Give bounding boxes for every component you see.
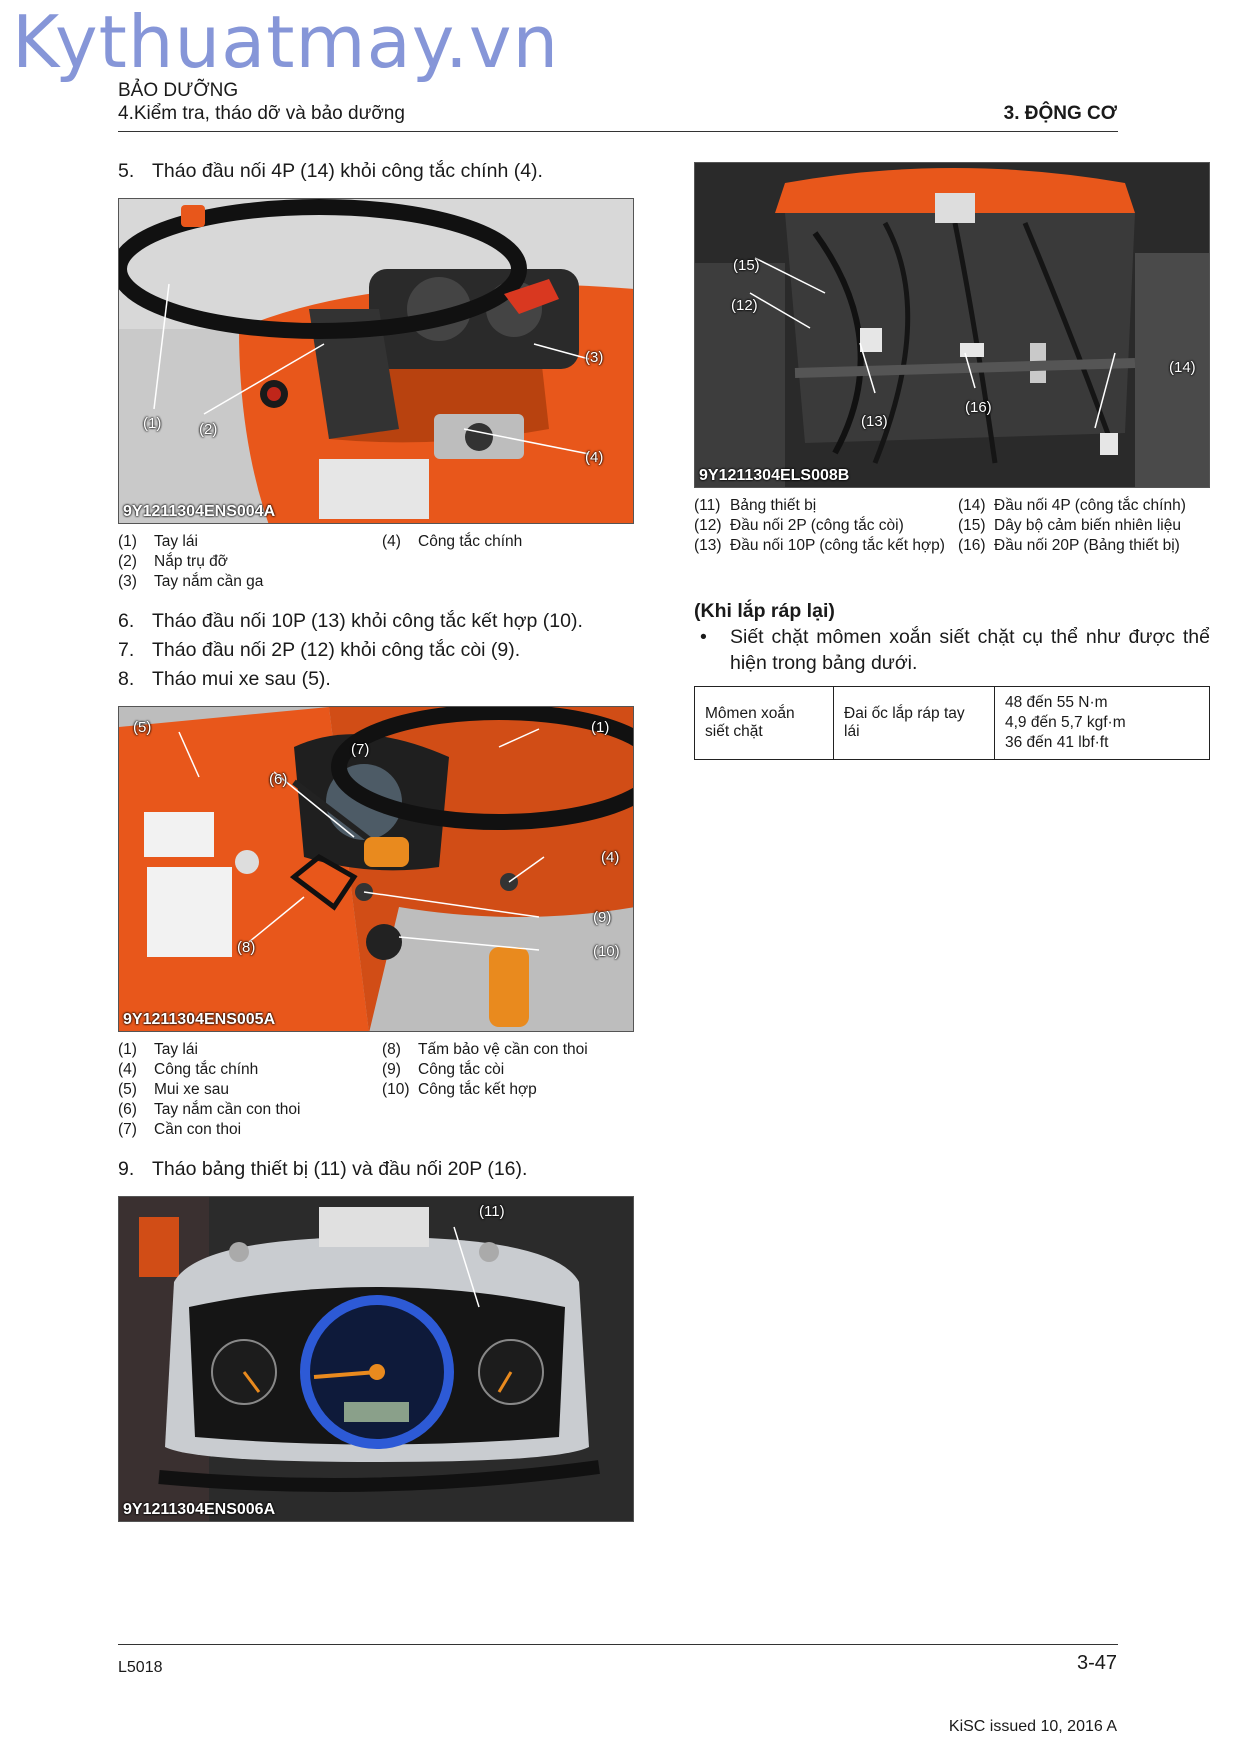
callout-8: (8) [237,939,256,956]
legend-item: (4) Công tắc chính [382,533,523,550]
legend-item: (1) Tay lái [118,533,198,550]
callout-14: (14) [1169,359,1196,376]
footer-model: L5018 [118,1659,163,1676]
legend-item: (2) Nắp trụ đỡ [118,553,228,570]
legend-item: (12) Đầu nối 2P (công tắc còi) [694,517,904,534]
legend-item: (16) Đầu nối 20P (Bảng thiết bị) [958,537,1180,554]
callout-16: (16) [965,399,992,416]
header-chapter: 3. ĐỘNG CƠ [1003,103,1117,124]
photo-code: 9Y1211304ENS004A [123,503,276,520]
header-section: BẢO DƯỠNG [118,80,239,101]
legend-item: (5) Mui xe sau [118,1081,229,1098]
torque-item: Đai ốc lắp ráp tay lái [834,687,995,760]
photo-steering-console [118,198,634,524]
step-5 [118,160,543,183]
legend-item: (1) Tay lái [118,1041,198,1058]
legend-item: (7) Cần con thoi [118,1121,242,1138]
legend-item: (14) Đầu nối 4P (công tắc chính) [958,497,1186,514]
callout-7: (7) [351,741,370,758]
legend-item: (9) Công tắc còi [382,1061,505,1078]
legend-photo2-left [118,1040,378,1140]
callout-4: (4) [601,849,620,866]
legend-photo1-left [118,532,378,592]
callout-9: (9) [593,909,612,926]
table-row [695,687,1210,760]
callout-12: (12) [731,297,758,314]
torque-table [694,686,1210,760]
callout-1: (1) [591,719,610,736]
legend-photo2-right [382,1040,634,1100]
step-6: 6. Tháo đầu nối 10P (13) khỏi công tắc kết hợp (10). [118,610,583,632]
photo-shuttle-lever [118,706,634,1032]
legend-item: (10) Công tắc kết hợp [382,1081,537,1098]
callout-4: (4) [585,449,604,466]
photo-code: 9Y1211304ELS008B [699,467,850,484]
callout-1: (1) [143,415,162,432]
photo-instrument-panel [118,1196,634,1522]
callout-15: (15) [733,257,760,274]
callout-2: (2) [199,421,218,438]
step-9: 9. Tháo bảng thiết bị (11) và đầu nối 20P (16). [118,1158,528,1180]
bullet-text: Siết chặt mômen xoắn siết chặt cụ thể như được thể hiện trong bảng dưới. [730,626,1210,674]
torque-values: 48 đến 55 N·m 4,9 đến 5,7 kgf·m 36 đến 41 lbf·ft [995,687,1210,760]
legend-photo1-right [382,532,632,552]
footer-rule [118,1644,1118,1645]
callout-5: (5) [133,719,152,736]
legend-item: (13) Đầu nối 10P (công tắc kết hợp) [694,537,945,554]
legend-item: (6) Tay nắm cần con thoi [118,1101,301,1118]
legend-item: (3) Tay nắm cần ga [118,573,264,590]
legend-photo4-left [694,496,950,556]
photo-code: 9Y1211304ENS005A [123,1011,276,1028]
callout-10: (10) [593,943,620,960]
callout-13: (13) [861,413,888,430]
bullet-dot: • [700,626,707,648]
step-7: 7. Tháo đầu nối 2P (12) khỏi công tắc còi (9). [118,639,521,661]
photo-wiring-harness [694,162,1210,488]
reassembly-bullet [700,624,1210,676]
torque-label: Mômen xoắn siết chặt [695,687,834,760]
callout-6: (6) [269,771,288,788]
callout-3: (3) [585,349,604,366]
footer-issued: KiSC issued 10, 2016 A [948,1718,1117,1735]
legend-photo4-right [958,496,1214,556]
footer-page-number: 3-47 [1076,1652,1117,1674]
step-text: Tháo đầu nối 4P (14) khỏi công tắc chính (4). [152,160,543,182]
watermark: Kythuatmay.vn [12,0,560,84]
header-rule [118,131,1118,132]
step-8: 8. Tháo mui xe sau (5). [118,668,331,690]
step-number: 5. [118,160,135,182]
legend-item: (15) Dây bộ cảm biến nhiên liệu [958,517,1181,534]
reassembly-heading: (Khi lắp ráp lại) [694,600,835,622]
legend-item: (11) Bảng thiết bị [694,497,817,514]
callout-11: (11) [479,1203,505,1220]
header-subsection: 4.Kiểm tra, tháo dỡ và bảo dưỡng [118,103,405,124]
legend-item: (4) Công tắc chính [118,1061,259,1078]
photo-code: 9Y1211304ENS006A [123,1501,276,1518]
legend-item: (8) Tấm bảo vệ cần con thoi [382,1041,588,1058]
